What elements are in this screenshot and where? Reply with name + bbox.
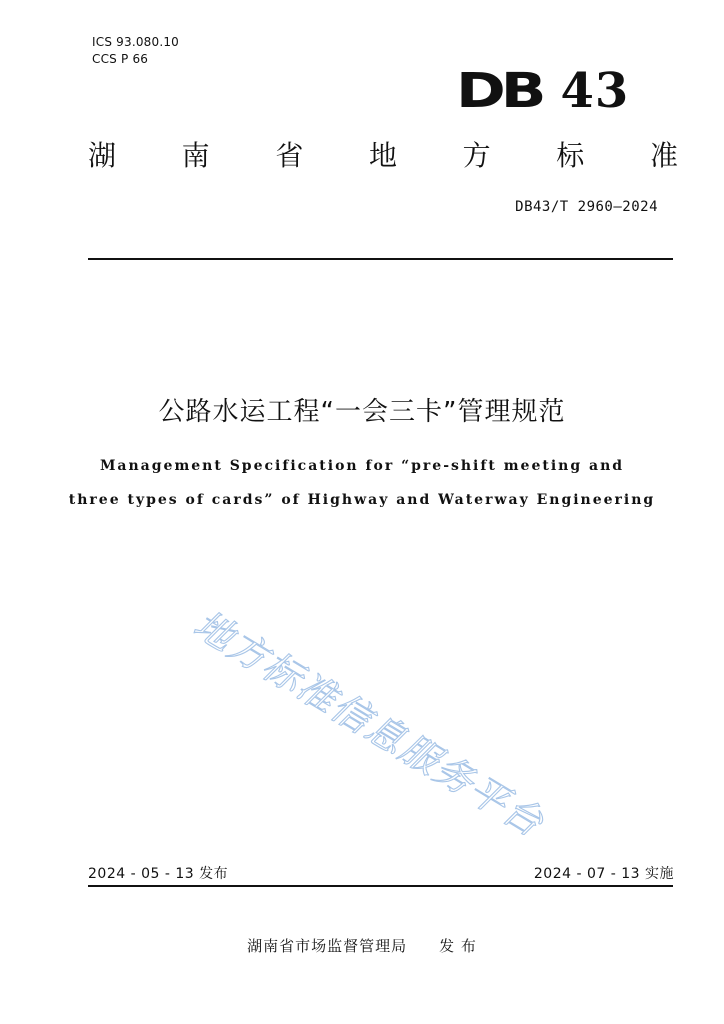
publisher-action: 发 布 xyxy=(439,937,477,955)
standard-type-char: 省 xyxy=(275,139,304,172)
standard-type-title xyxy=(88,136,678,176)
standard-type-char: 准 xyxy=(649,139,678,172)
ics-code: ICS 93.080.10 xyxy=(92,35,180,49)
db43-logo xyxy=(456,63,630,119)
watermark xyxy=(185,592,605,852)
title-english-line2: three types of cards” of Highway and Waterway Engineering xyxy=(68,492,656,508)
ccs-code: CCS P 66 xyxy=(92,52,149,66)
standard-number: DB43/T 2960—2024 xyxy=(515,199,658,215)
standard-type-char: 湖 xyxy=(88,139,117,172)
standard-type-char: 南 xyxy=(181,139,210,172)
top-divider xyxy=(88,258,673,260)
publisher-name: 湖南省市场监督管理局 xyxy=(247,937,408,955)
standard-type-char: 地 xyxy=(368,139,397,172)
standard-type-char: 标 xyxy=(556,139,585,172)
logo-province-code: 43 xyxy=(560,63,630,119)
title-english-line1: Management Specification for “pre-shift meeting and xyxy=(99,458,625,474)
publisher-line xyxy=(0,935,724,957)
implementation-date: 2024 - 07 - 13 实施 xyxy=(533,866,674,882)
title-chinese: 公路水运工程“一会三卡”管理规范 xyxy=(158,397,566,427)
issue-date: 2024 - 05 - 13 发布 xyxy=(88,866,229,882)
standard-type-char: 方 xyxy=(462,139,491,172)
classification-codes xyxy=(92,34,179,68)
logo-db-text: DB xyxy=(456,63,542,119)
watermark-text: 地方标准信息服务平台 xyxy=(186,601,552,846)
bottom-divider xyxy=(88,885,673,887)
